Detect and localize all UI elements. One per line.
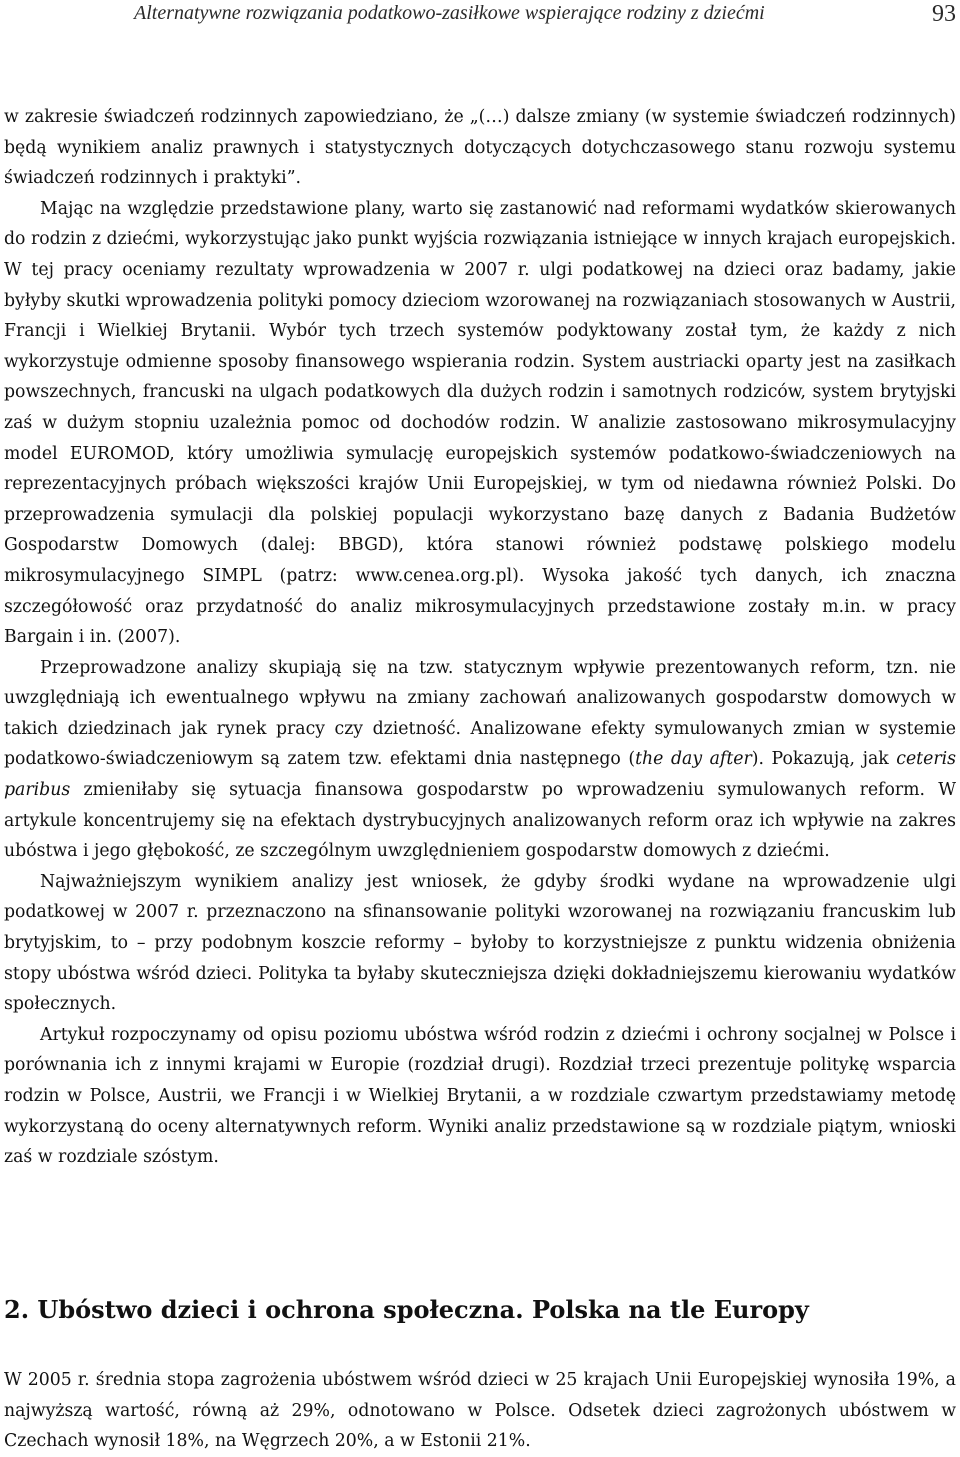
body-text — [4, 102, 956, 1173]
paragraph-1: w zakresie świadczeń rodzinnych zapowiedziano, że „(…) dalsze zmiany (w systemie świadczeń rodzinnych) będą wynikiem analiz prawnych i statystycznych dotyczących dotychczasowego stanu rozwoju systemu świadczeń rodzinnych i praktyki”. — [4, 107, 956, 189]
section-paragraph: W 2005 r. średnia stopa zagrożenia ubóstwem wśród dzieci w 25 krajach Unii Europejskiej wynosiła 19%, a najwyższą wartość, równą aż 29%, odnotowano w Polsce. Odsetek dzieci zagrożonych ubóstwem w Czechach wynosił 18%, na Węgrzech 20%, a w Estonii 21%. — [4, 1370, 956, 1452]
paragraph-5: Artykuł rozpoczynamy od opisu poziomu ubóstwa wśród rodzin z dziećmi i ochrony socjalnej w Polsce i porównania ich z innymi krajami w Europie (rozdział drugi). Rozdział trzeci prezentuje politykę wsparcia rodzin w Polsce, Austrii, we Francji i w Wielkiej Brytanii, a w rozdziale czwartym przedstawiamy metodę wykorzystaną do oceny alternatywnych reform. Wyniki analiz przedstawione są w rozdziale piątym, wnioski zaś w rozdziale szóstym. — [4, 1024, 956, 1168]
paragraph-3-text-c: zmieniłaby się sytuacja finansowa gospodarstw po wprowadzeniu symulowanych reform. W artykule koncentrujemy się na efektach dystrybucyjnych analizowanych reform oraz ich wpływie na zakres ubóstwa i jego głębokość, ze szczególnym uwzględnieniem gospodarstw domowych z dziećmi. — [4, 780, 956, 862]
page-number: 93 — [932, 1, 956, 27]
running-title: Alternatywne rozwiązania podatkowo-zasiłkowe wspierające rodziny z dziećmi — [134, 2, 765, 24]
running-header — [0, 0, 960, 36]
paragraph-3-text-b: ). Pokazują, jak — [751, 749, 897, 770]
paragraph-3-text-a: Przeprowadzone analizy skupiają się na tzw. statycznym wpływie prezentowanych reform, tzn. nie uwzględniają ich ewentualnego wpływu na zmiany zachowań analizowanych gospodarstw domowych w takich dziedzinach jak rynek pracy czy dzietność. Analizowane efekty symulowanych zmian w systemie podatkowo-świadczeniowym są zatem tzw. efektami dnia następnego ( — [4, 657, 956, 770]
paragraph-2: Mając na względzie przedstawione plany, warto się zastanowić nad reformami wydatków skierowanych do rodzin z dziećmi, wykorzystując jako punkt wyjścia rozwiązania istniejące w innych krajach europejskich. W tej pracy oceniamy rezultaty wprowadzenia w 2007 r. ulgi podatkowej na dzieci oraz badamy, jakie byłyby skutki wprowadzenia polityki pomocy dzieciom wzorowanej na rozwiązaniach stosowanych w Austrii, Francji i Wielkiej Brytanii. Wybór tych trzech systemów podyktowany został tym, że każdy z nich wykorzystuje odmienne sposoby finansowego wspierania rodzin. System austriacki oparty jest na zasiłkach powszechnych, francuski na ulgach podatkowych dla dużych rodzin i samotnych rodziców, system brytyjski zaś w dużym stopniu uzależnia pomoc od dochodów rodzin. W analizie zastosowano mikrosymulacyjny model EUROMOD, który umożliwia symulację europejskich systemów podatkowo-świadczeniowych na reprezentacyjnych próbach większości krajów Unii Europejskiej, w tym od niedawna również Polski. Do przeprowadzenia symulacji dla polskiej populacji wykorzystano bazę danych z Badania Budżetów Gospodarstw Domowych (dalej: BBGD), która stanowi również podstawę polskiego modelu mikrosymulacyjnego SIMPL (patrz: www.cenea.org.pl). Wysoka jakość tych danych, ich znaczna szczegółowość oraz przydatność do analiz mikrosymulacyjnych przedstawione zostały m.in. w pracy Bargain i in. (2007). — [4, 198, 956, 648]
paragraph-3 — [4, 653, 956, 867]
paragraph-3-italic-a: the day after — [635, 749, 752, 770]
paragraph-3-italic-b: ceteris paribus — [4, 749, 956, 801]
section-heading: 2. Ubóstwo dzieci i ochrona społeczna. Polska na tle Europy — [4, 1295, 809, 1324]
paragraph-4: Najważniejszym wynikiem analizy jest wniosek, że gdyby środki wydane na wprowadzenie ulgi podatkowej w 2007 r. przeznaczono na sfinansowanie polityki wzorowanej na rozwiązaniu francuskim lub brytyjskim, to – przy podobnym koszcie reformy – byłoby to korzystniejsze z punktu widzenia obniżenia stopy ubóstwa wśród dzieci. Polityka ta byłaby skuteczniejsza dzięki dokładniejszemu kierowaniu wydatków społecznych. — [4, 871, 956, 1015]
